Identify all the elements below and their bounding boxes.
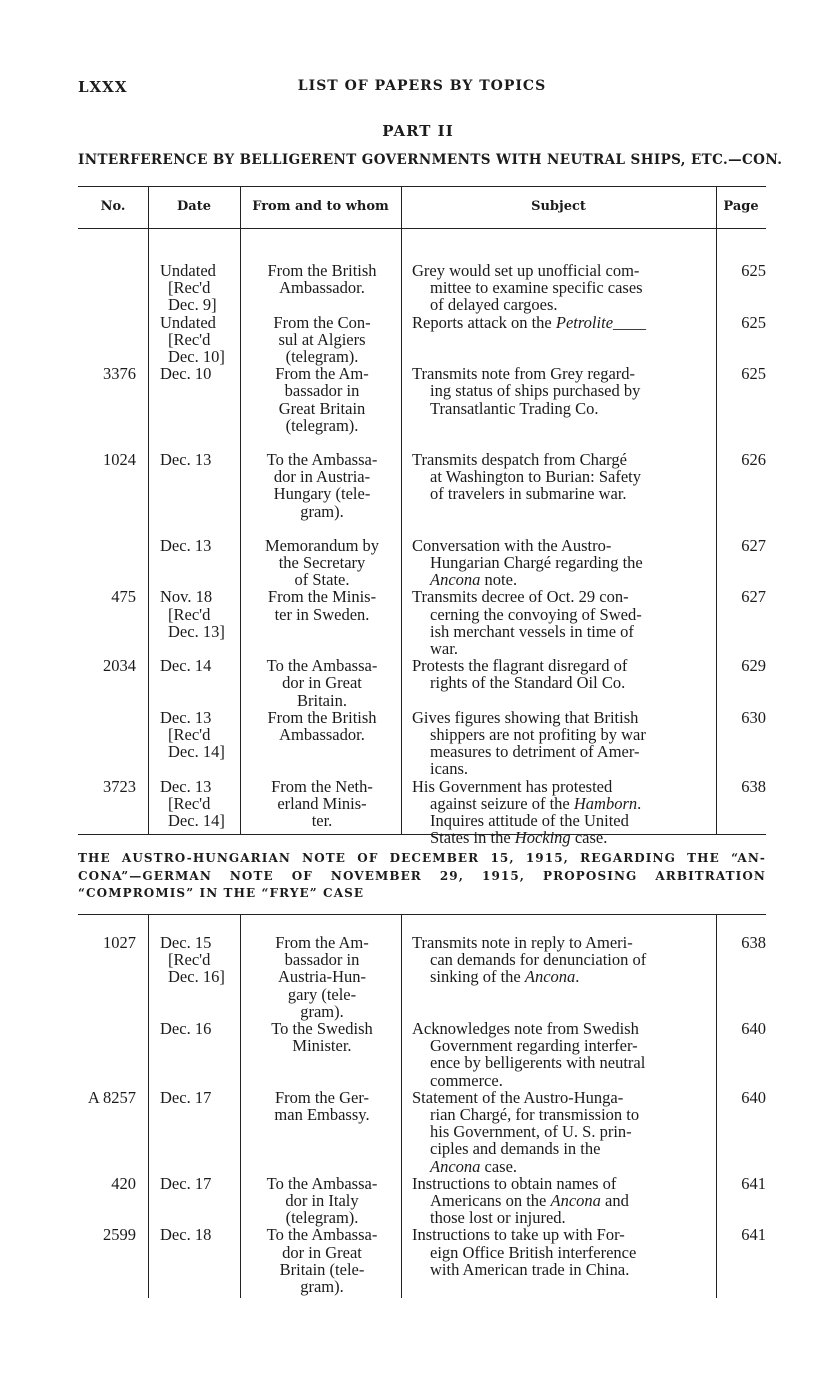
paper-from-line: From the British [267, 707, 377, 727]
paper-from [250, 657, 394, 709]
paper-subject-line: Inquires attitude of the United [430, 811, 629, 830]
paper-date-line: Dec. 18 [160, 1225, 212, 1245]
paper-page [718, 451, 766, 468]
paper-subject-line: ish merchant vessels in time of [430, 621, 634, 641]
section-title-line: “COMPROMIS” IN THE “FRYE” CASE [78, 886, 365, 900]
paper-number [78, 1226, 136, 1243]
paper-subject-line: Americans on the Ancona and [430, 1191, 629, 1210]
paper-page [718, 314, 766, 331]
paper-date [160, 1175, 240, 1192]
col-header-date: Date [177, 199, 211, 214]
paper-date-line: [Rec'd [168, 793, 211, 813]
paper-from-line: From the Con- [273, 312, 371, 332]
paper-from-line: erland Minis- [277, 793, 367, 813]
col-header-no: No. [100, 199, 126, 214]
paper-from-line: From the Minis- [267, 587, 377, 607]
paper-page [718, 657, 766, 674]
paper-subject-line: his Government, of U. S. prin- [430, 1122, 632, 1142]
paper-date [160, 365, 240, 382]
paper-subject-line: Protests the flagrant disregard of [412, 656, 628, 676]
paper-date-line: Dec. 13] [168, 621, 225, 641]
paper-subject-line: Reports attack on the Petrolite____ [412, 312, 647, 332]
paper-date-line: Dec. 9] [168, 295, 217, 315]
paper-from-line: Great Britain [278, 398, 366, 418]
paper-from-line: sul at Algiers [278, 329, 366, 349]
ship-name: Hamborn [573, 793, 638, 813]
section-title: INTERFERENCE BY BELLIGERENT GOVERNMENTS WITH NEUTRAL SHIPS, ETC.—CON. [78, 152, 783, 168]
paper-subject [412, 537, 708, 589]
paper-page-line: 640 [741, 1019, 766, 1038]
paper-page-line: 625 [741, 261, 766, 280]
paper-from-line: gram). [300, 501, 344, 521]
paper-date [160, 262, 240, 314]
paper-page-line: 625 [741, 364, 766, 384]
paper-from [250, 778, 394, 830]
paper-subject [412, 1020, 708, 1089]
paper-from-line: man Embassy. [274, 1105, 370, 1124]
paper-page-line: 638 [741, 933, 766, 952]
paper-date-line: Dec. 13 [160, 776, 212, 796]
paper-from-line: Ambassador. [279, 278, 365, 298]
paper-page-line: 641 [741, 1225, 766, 1245]
paper-subject-line: Hungarian Chargé regarding the [430, 553, 643, 572]
paper-subject-line: rian Chargé, for transmission to [430, 1105, 640, 1124]
ship-name: Ancona [430, 570, 481, 590]
paper-date-line: Undated [160, 312, 216, 332]
ship-name: Hocking [514, 828, 571, 848]
paper-from-line: Ambassador. [279, 725, 365, 744]
paper-subject-line: war. [430, 639, 458, 658]
paper-number [78, 1089, 136, 1106]
paper-date-line: Dec. 16] [168, 967, 225, 987]
paper-subject [412, 588, 708, 657]
paper-page [718, 588, 766, 605]
paper-page [718, 365, 766, 382]
paper-from-line: From the British [267, 261, 377, 280]
paper-date-line: Dec. 17 [160, 1087, 212, 1107]
paper-subject-line: Conversation with the Austro- [412, 535, 612, 555]
paper-from [250, 1089, 394, 1123]
paper-from-line: of State. [294, 570, 350, 590]
col-divider [716, 914, 717, 1298]
paper-from [250, 365, 394, 434]
paper-number-line: 3723 [103, 776, 136, 796]
paper-from [250, 314, 394, 366]
paper-from-line: (telegram). [285, 415, 359, 435]
paper-number-line: 2599 [103, 1225, 136, 1245]
paper-from [250, 934, 394, 1020]
paper-page-line: 627 [741, 587, 766, 607]
part-title: PART II [382, 122, 454, 140]
paper-from-line: Memorandum by [264, 535, 380, 555]
paper-page [718, 1089, 766, 1106]
paper-subject [412, 365, 708, 417]
paper-page-line: 627 [741, 535, 766, 555]
col-header-from: From and to whom [252, 199, 389, 214]
paper-from-line: From the Neth- [271, 776, 373, 796]
header-rule [78, 228, 766, 229]
folio: LXXX [78, 78, 128, 96]
paper-from-line: To the Ambassa- [266, 450, 378, 469]
table-top-rule [78, 914, 766, 915]
paper-from-line: Britain. [297, 690, 347, 710]
paper-from-line: dor in Great [282, 673, 362, 693]
paper-from-line: dor in Great [282, 1242, 362, 1262]
paper-date [160, 934, 240, 986]
paper-subject [412, 451, 708, 503]
paper-date [160, 588, 240, 640]
paper-date [160, 451, 240, 468]
paper-subject-line: eign Office British interference [430, 1242, 637, 1262]
paper-number [78, 1175, 136, 1192]
paper-number [78, 451, 136, 468]
paper-subject-line: mittee to examine specific cases [430, 278, 643, 298]
paper-subject-line: commerce. [430, 1070, 503, 1090]
paper-date-line: Dec. 13 [160, 450, 212, 469]
paper-number-line: 3376 [103, 364, 136, 384]
running-title: LIST OF PAPERS BY TOPICS [297, 78, 547, 94]
paper-page-line: 625 [741, 312, 766, 332]
papers-table-2 [78, 914, 766, 1298]
paper-subject-line: Statement of the Austro-Hunga- [412, 1087, 624, 1107]
paper-date [160, 1020, 240, 1037]
paper-date-line: Dec. 15 [160, 933, 212, 952]
paper-from [250, 451, 394, 520]
paper-date-line: Dec. 13 [160, 535, 212, 555]
paper-date-line: Dec. 13 [160, 707, 212, 727]
paper-subject-line: can demands for denunciation of [430, 950, 647, 970]
paper-page [718, 262, 766, 279]
paper-subject-line: with American trade in China. [430, 1259, 630, 1279]
page-header [78, 78, 766, 100]
paper-subject-line: Ancona case. [430, 1156, 518, 1176]
paper-from-line: To the Swedish [271, 1019, 373, 1038]
paper-subject-line: States in the Hocking case. [430, 828, 608, 848]
paper-subject [412, 262, 708, 314]
paper-subject-line: Ancona note. [430, 570, 518, 590]
paper-date [160, 537, 240, 554]
paper-from-line: From the Am- [275, 933, 369, 952]
paper-subject [412, 314, 708, 331]
paper-number [78, 934, 136, 951]
paper-subject-line: icans. [430, 759, 469, 779]
ship-name: Ancona [524, 967, 576, 987]
section-title-line: CONA”—GERMAN NOTE OF NOVEMBER 29, 1915, PROPOSING ARBITRATION [78, 868, 766, 883]
paper-number [78, 588, 136, 605]
paper-from-line: ter. [311, 811, 333, 830]
paper-subject-line: ing status of ships purchased by [430, 381, 641, 401]
paper-from-line: From the Ger- [274, 1087, 370, 1107]
paper-subject-line: against seizure of the Hamborn. [430, 793, 642, 813]
paper-subject-line: Transatlantic Trading Co. [430, 398, 599, 418]
paper-subject [412, 1089, 708, 1175]
paper-date-line: [Rec'd [168, 725, 211, 744]
paper-date [160, 314, 240, 366]
paper-page [718, 1226, 766, 1243]
paper-page-line: 629 [741, 656, 766, 676]
paper-date-line: Dec. 10] [168, 347, 225, 366]
paper-from-line: gram). [300, 1001, 344, 1021]
paper-page-line: 626 [741, 450, 766, 469]
paper-from-line: ter in Sweden. [274, 604, 370, 624]
paper-from-line: (telegram). [285, 1208, 359, 1228]
paper-page [718, 537, 766, 554]
paper-page [718, 1175, 766, 1192]
paper-subject [412, 1226, 708, 1278]
paper-date-line: Dec. 10 [160, 364, 212, 384]
paper-from [250, 1226, 394, 1295]
paper-subject-line: Transmits decree of Oct. 29 con- [412, 587, 629, 607]
paper-date [160, 709, 240, 761]
paper-date-line: Dec. 14] [168, 742, 225, 762]
paper-subject-line: Gives figures showing that British [412, 707, 639, 727]
paper-subject-line: Transmits despatch from Chargé [412, 450, 627, 469]
paper-from [250, 1175, 394, 1227]
paper-date-line: Undated [160, 261, 216, 280]
ship-name: Ancona [550, 1191, 601, 1210]
col-divider [148, 186, 149, 834]
paper-subject-line: rights of the Standard Oil Co. [430, 673, 626, 693]
paper-from [250, 1020, 394, 1054]
paper-date [160, 1089, 240, 1106]
paper-date-line: [Rec'd [168, 329, 211, 349]
paper-date-line: [Rec'd [168, 604, 211, 624]
col-header-subject: Subject [531, 199, 586, 214]
col-divider [401, 914, 402, 1298]
paper-subject-line: those lost or injured. [430, 1208, 566, 1228]
papers-table-1 [78, 186, 766, 848]
paper-date-line: Dec. 17 [160, 1173, 212, 1193]
paper-number-line: 2034 [103, 656, 136, 676]
paper-from-line: Minister. [292, 1036, 352, 1056]
paper-subject-line: Instructions to take up with For- [412, 1225, 625, 1245]
paper-from-line: the Secretary [278, 553, 366, 572]
paper-from [250, 709, 394, 743]
paper-subject [412, 709, 708, 778]
paper-number [78, 778, 136, 795]
paper-date-line: Dec. 14 [160, 656, 212, 676]
paper-subject-line: ciples and demands in the [430, 1139, 601, 1159]
paper-subject-line: of travelers in submarine war. [430, 484, 627, 504]
ship-name: Petrolite [555, 312, 614, 332]
paper-from-line: gram). [300, 1277, 344, 1296]
paper-page-line: 630 [741, 707, 766, 727]
section-title-line: THE AUSTRO-HUNGARIAN NOTE OF DECEMBER 15, 1915, REGARDING THE “AN- [78, 851, 766, 865]
paper-number-line: 420 [111, 1173, 136, 1193]
paper-subject-line: Grey would set up unofficial com- [412, 261, 640, 280]
paper-subject-line: Instructions to obtain names of [412, 1173, 617, 1193]
paper-number-line: 1024 [103, 450, 136, 469]
paper-date-line: Dec. 16 [160, 1019, 212, 1038]
paper-date [160, 1226, 240, 1243]
col-divider [148, 914, 149, 1298]
paper-subject [412, 934, 708, 986]
paper-date [160, 657, 240, 674]
paper-from-line: To the Ambassa- [266, 656, 378, 676]
paper-date-line: [Rec'd [168, 278, 211, 298]
paper-subject-line: sinking of the Ancona. [430, 967, 580, 987]
paper-from-line: dor in Italy [285, 1191, 359, 1210]
col-divider [716, 186, 717, 834]
paper-number-line: A 8257 [87, 1087, 136, 1107]
paper-from-line: dor in Austria- [273, 467, 371, 487]
paper-page-line: 641 [741, 1173, 766, 1193]
paper-from [250, 537, 394, 589]
paper-date [160, 778, 240, 830]
paper-subject-line: ence by belligerents with neutral [430, 1053, 646, 1073]
paper-from-line: To the Ambassa- [266, 1173, 378, 1193]
paper-date-line: Nov. 18 [160, 587, 213, 607]
paper-number-line: 475 [111, 587, 136, 607]
paper-from-line: gary (tele- [287, 984, 357, 1004]
paper-from-line: Hungary (tele- [273, 484, 371, 504]
section-title-2 [78, 850, 766, 903]
paper-subject-line: Transmits note from Grey regard- [412, 364, 636, 384]
paper-page-line: 638 [741, 776, 766, 796]
paper-subject-line: Government regarding interfer- [430, 1036, 638, 1056]
paper-number [78, 365, 136, 382]
paper-page [718, 934, 766, 951]
paper-page [718, 778, 766, 795]
paper-page-line: 640 [741, 1087, 766, 1107]
col-divider [401, 186, 402, 834]
col-divider [240, 914, 241, 1298]
paper-from-line: To the Ambassa- [266, 1225, 378, 1245]
paper-page [718, 1020, 766, 1037]
col-divider [240, 186, 241, 834]
paper-from-line: bassador in [284, 381, 360, 401]
paper-from [250, 262, 394, 296]
paper-page [718, 709, 766, 726]
paper-from-line: Britain (tele- [279, 1259, 365, 1279]
table-top-rule [78, 186, 766, 187]
paper-subject-line: His Government has protested [412, 776, 613, 796]
paper-from [250, 588, 394, 622]
paper-date-line: Dec. 14] [168, 811, 225, 830]
paper-subject-line: shippers are not profiting by war [430, 725, 646, 744]
paper-subject-line: at Washington to Burian: Safety [430, 467, 642, 487]
paper-subject-line: of delayed cargoes. [430, 295, 558, 315]
paper-subject [412, 657, 708, 691]
paper-from-line: From the Am- [275, 364, 369, 384]
paper-subject-line: cerning the convoying of Swed- [430, 604, 642, 624]
paper-subject [412, 1175, 708, 1227]
ship-name: Ancona [430, 1156, 481, 1176]
paper-subject [412, 778, 708, 847]
paper-number-line: 1027 [103, 933, 136, 952]
paper-date-line: [Rec'd [168, 950, 211, 970]
paper-from-line: bassador in [284, 950, 360, 970]
paper-from-line: Austria-Hun- [278, 967, 366, 987]
paper-from-line: (telegram). [285, 347, 359, 366]
paper-subject-line: Transmits note in reply to Ameri- [412, 933, 633, 952]
paper-number [78, 657, 136, 674]
col-header-page: Page [723, 199, 759, 214]
paper-subject-line: Acknowledges note from Swedish [412, 1019, 639, 1038]
paper-subject-line: measures to detriment of Amer- [430, 742, 640, 762]
